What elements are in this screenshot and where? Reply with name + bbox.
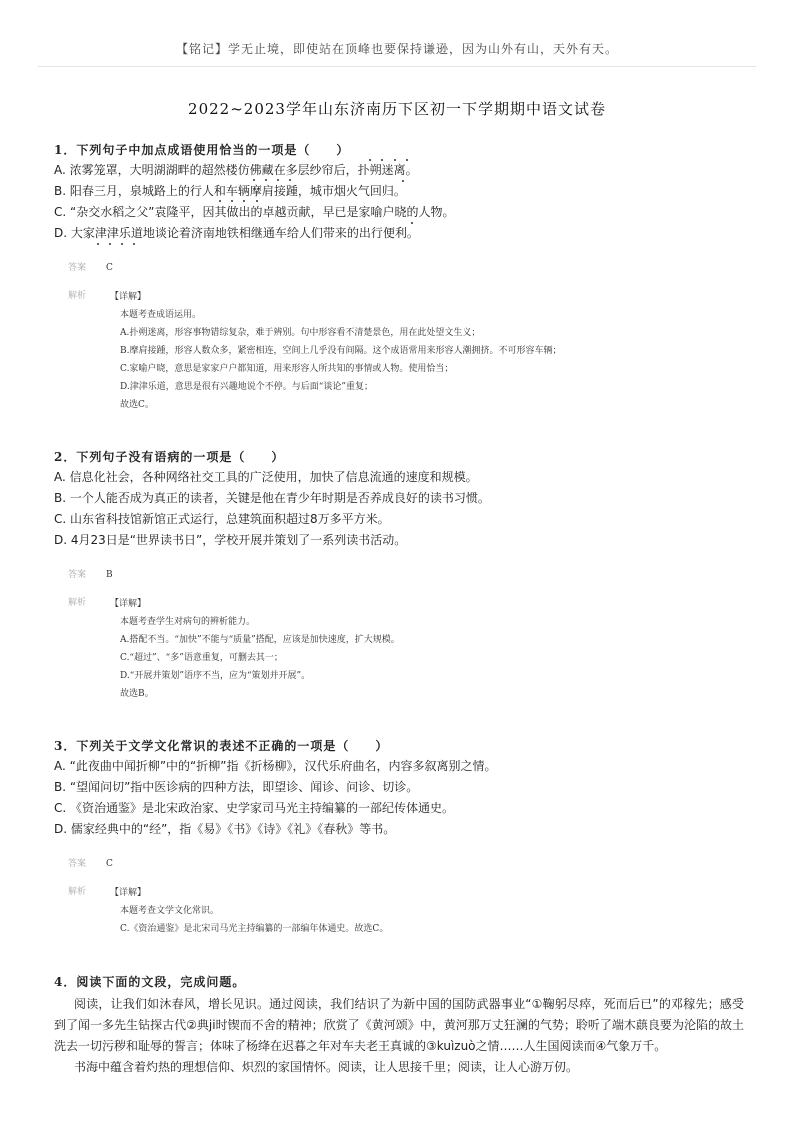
- document-title: 2022~2023学年山东济南历下区初一下学期期中语文试卷: [188, 100, 606, 118]
- question-1: [54, 140, 744, 414]
- answer-label: 答案: [68, 263, 87, 273]
- question-3: [54, 736, 744, 938]
- question-4: [54, 972, 744, 1078]
- analysis-label: 解析: [68, 887, 87, 897]
- answer-value: B: [106, 570, 113, 580]
- answer-label: 答案: [68, 859, 87, 869]
- question-2: [54, 447, 744, 703]
- header-divider: [38, 66, 756, 67]
- answer-value: C: [106, 263, 113, 273]
- option-b: B. 一个人能否成为真正的读者，关键是他在青少年时期是否养成良好的读书习惯。: [54, 491, 490, 505]
- option-c: C. 山东省科技馆新馆正式运行，总建筑面积超过8万多平方米。: [54, 512, 390, 526]
- option-a: A. 浓雾笼罩，大明湖湖畔的超然楼仿佛藏在多层纱帘后，扑朔迷离。: [54, 163, 418, 177]
- motto-header: 【铭记】学无止境，即使站在顶峰也要保持谦逊，因为山外有山，天外有天。: [175, 42, 618, 56]
- option-a: A. “此夜曲中闻折柳”中的“折柳”指《折杨柳》，汉代乐府曲名，内容多叙离别之情。: [54, 759, 497, 773]
- option-a: A. 信息化社会，各种网络社交工具的广泛使用，加快了信息流通的速度和规模。: [54, 470, 478, 484]
- option-c: C. 《资治通鉴》是北宋政治家、史学家司马光主持编纂的一部纪传体通史。: [54, 801, 455, 815]
- option-b: B. 阳春三月，泉城路上的行人和车辆摩肩接踵，城市烟火气回归。: [54, 184, 406, 198]
- analysis-text: 【详解】 本题考查成语运用。 A.扑朔迷离，形容事物错综复杂，难于辨别。句中形容看不清楚景色，用在此处望文生义； B.摩肩接踵，形容人数众多，紧密相连，空间上几乎没有间隔。这个成语常用来形容人潮拥挤。不可形容车辆； C.家喻户晓，意思是家家户户都知道，用来形容人所共知的事情或人物。使用恰当； D.津津乐道，意思是很有兴趣地说个不停。与后面“谈论”重复； 故选C。: [110, 292, 562, 410]
- answer-label: 答案: [68, 570, 87, 580]
- question-stem: 1．下列句子中加点成语使用恰当的一项是（ ）: [54, 143, 350, 157]
- question-stem: 3．下列关于文学文化常识的表述不正确的一项是（ ）: [54, 739, 389, 753]
- analysis-text: 【详解】 本题考查学生对病句的辨析能力。 A.搭配不当。“加快”不能与“质量”搭配，应该是加快速度，扩大规模。 C.“超过”、“多”语意重复，可删去其一； D.“开展并策划”语序不当，应为“策划并开展”。 故选B。: [110, 599, 400, 699]
- option-d: D. 儒家经典中的“经”，指《易》《书》《诗》《礼》《春秋》等书。: [54, 822, 396, 836]
- analysis-label: 解析: [68, 598, 87, 608]
- option-b: B. “望闻问切”指中医诊病的四种方法，即望诊、闻诊、问诊、切诊。: [54, 780, 419, 794]
- answer-block: [68, 258, 744, 414]
- answer-block: [68, 565, 744, 703]
- reading-paragraph: 书海中蕴含着灼热的理想信仰、炽烈的家国情怀。阅读，让人思接千里；阅读，让人心游万仞。: [74, 1060, 579, 1074]
- question-stem: 2．下列句子没有语病的一项是（ ）: [54, 450, 285, 464]
- reading-paragraph: 阅读，让我们如沐春风，增长见识。通过阅读，我们结识了为新中国的国防武器事业“①鞠躬尽瘁，死而后已”的邓稼先；感受到了闻一多先生钻探古代②典ji时锲而不舍的精神；欣赏了《黄河颂》中，黄河那万丈狂澜的气势；聆听了端木蕻良要为沦陷的故土洗去一切污秽和耻辱的誓言；体味了杨绛在迟暮之年对车夫老王真诚的③kuìzuò之情……人生国阅读而④气象万千。: [54, 997, 744, 1053]
- question-stem: 4．阅读下面的文段，完成问题。: [54, 975, 246, 989]
- analysis-text: 【详解】 本题考查文学文化常识。 C.《资治通鉴》是北宋司马光主持编纂的一部编年体通史。故选C。: [110, 888, 389, 934]
- analysis-label: 解析: [68, 291, 87, 301]
- option-c: C. “杂交水稻之父”袁隆平，因其做出的卓越贡献，早已是家喻户晓的人物。: [54, 205, 455, 219]
- answer-block: [68, 854, 744, 938]
- answer-value: C: [106, 859, 113, 869]
- option-d: D. 4月23日是“世界读书日”，学校开展并策划了一系列读书活动。: [54, 533, 407, 547]
- option-d: D. 大家津津乐道地谈论着济南地铁相继通车给人们带来的出行便利。: [54, 226, 419, 240]
